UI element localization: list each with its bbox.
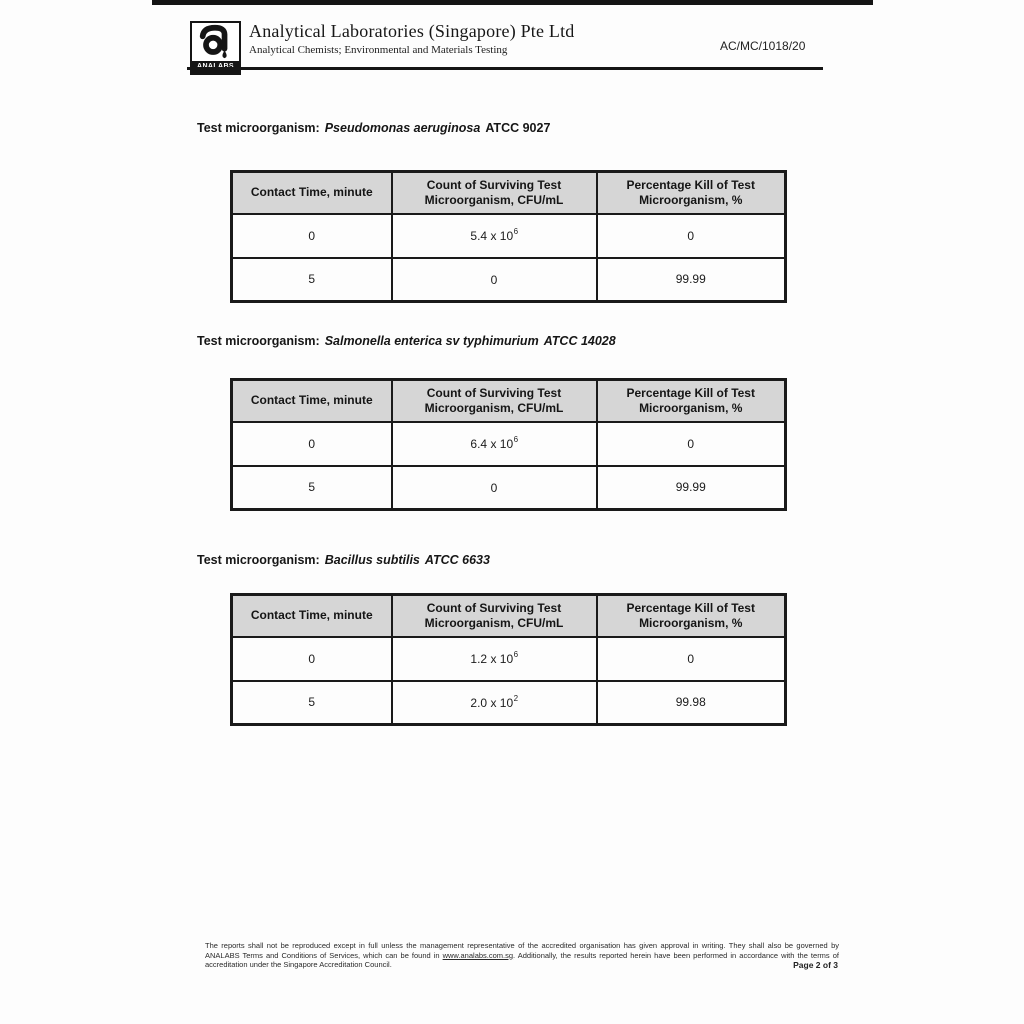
table-row xyxy=(232,637,786,681)
atcc-strain: ATCC 6633 xyxy=(424,553,490,567)
organism-name: Salmonella enterica sv typhimurium xyxy=(324,334,539,348)
count-cell xyxy=(392,681,597,725)
count-value: 5.4 x 10 xyxy=(470,229,514,243)
count-exponent: 2 xyxy=(513,693,519,703)
contact-time-cell: 0 xyxy=(232,422,392,466)
table-row xyxy=(232,258,786,302)
table-row xyxy=(232,466,786,510)
column-header-contact-time: Contact Time, minute xyxy=(232,172,392,214)
page-number: Page 2 of 3 xyxy=(793,960,838,970)
count-value: 6.4 x 10 xyxy=(470,437,514,451)
count-cell xyxy=(392,214,597,258)
column-header-count: Count of Surviving Test Microorganism, CFU/mL xyxy=(392,380,597,422)
analabs-website-link: www.analabs.com.sg xyxy=(442,950,514,960)
table-header-row xyxy=(232,380,786,422)
test-microorganism-label: Test microorganism: xyxy=(197,121,320,135)
contact-time-cell: 0 xyxy=(232,637,392,681)
contact-time-cell: 5 xyxy=(232,258,392,302)
header-divider xyxy=(187,67,823,70)
column-header-kill: Percentage Kill of Test Microorganism, % xyxy=(597,595,786,637)
column-header-count: Count of Surviving Test Microorganism, CFU/mL xyxy=(392,172,597,214)
results-table-bacillus xyxy=(230,593,787,726)
kill-cell: 0 xyxy=(597,422,786,466)
results-table-salmonella xyxy=(230,378,787,511)
table-header-row xyxy=(232,172,786,214)
kill-cell: 99.99 xyxy=(597,258,786,302)
table-row xyxy=(232,681,786,725)
test-microorganism-label: Test microorganism: xyxy=(197,553,320,567)
section-heading-pseudomonas xyxy=(197,121,550,135)
count-cell xyxy=(392,637,597,681)
count-exponent: 6 xyxy=(513,227,519,236)
column-header-kill: Percentage Kill of Test Microorganism, % xyxy=(597,380,786,422)
count-cell xyxy=(392,258,597,302)
disclaimer-text-before-link: The reports shall not be reproduced except in full unless the management representative of the accredited organisation has given approval in writing. They shall also be governed by ANALABS Terms and Conditions of Services, which can be found in xyxy=(205,941,839,960)
organism-name: Pseudomonas aeruginosa xyxy=(324,121,481,135)
table-header-row xyxy=(232,595,786,637)
scan-edge-strip xyxy=(152,0,873,5)
test-microorganism-label: Test microorganism: xyxy=(197,334,320,348)
table-row xyxy=(232,214,786,258)
count-cell xyxy=(392,422,597,466)
section-heading-bacillus xyxy=(197,553,490,567)
contact-time-cell: 5 xyxy=(232,466,392,510)
organism-name: Bacillus subtilis xyxy=(324,553,420,567)
kill-cell: 99.98 xyxy=(597,681,786,725)
analabs-a-icon xyxy=(192,23,239,62)
kill-cell: 0 xyxy=(597,214,786,258)
contact-time-cell: 5 xyxy=(232,681,392,725)
company-tagline: Analytical Chemists; Environmental and Materials Testing xyxy=(249,44,508,56)
column-header-contact-time: Contact Time, minute xyxy=(232,595,392,637)
contact-time-cell: 0 xyxy=(232,214,392,258)
atcc-strain: ATCC 14028 xyxy=(543,334,616,348)
count-cell xyxy=(392,466,597,510)
report-reference-number: AC/MC/1018/20 xyxy=(720,39,806,53)
company-name: Analytical Laboratories (Singapore) Pte Ltd xyxy=(249,21,575,41)
count-exponent: 6 xyxy=(513,650,519,659)
column-header-contact-time: Contact Time, minute xyxy=(232,380,392,422)
disclaimer-text-after-link: . Additionally, the results reported herein have been performed in accordance with the terms of accreditation under the Singapore Accreditation Council. xyxy=(205,950,839,970)
kill-cell: 0 xyxy=(597,637,786,681)
count-value: 2.0 x 10 xyxy=(470,695,514,710)
count-value: 0 xyxy=(490,480,498,495)
atcc-strain: ATCC 9027 xyxy=(485,121,551,135)
table-row xyxy=(232,422,786,466)
count-value: 1.2 x 10 xyxy=(470,652,514,666)
results-table-pseudomonas xyxy=(230,170,787,303)
kill-cell: 99.99 xyxy=(597,466,786,510)
count-exponent: 6 xyxy=(513,435,519,444)
column-header-count: Count of Surviving Test Microorganism, CFU/mL xyxy=(392,595,597,637)
count-value: 0 xyxy=(490,272,498,287)
section-heading-salmonella xyxy=(197,334,616,348)
column-header-kill: Percentage Kill of Test Microorganism, % xyxy=(597,172,786,214)
